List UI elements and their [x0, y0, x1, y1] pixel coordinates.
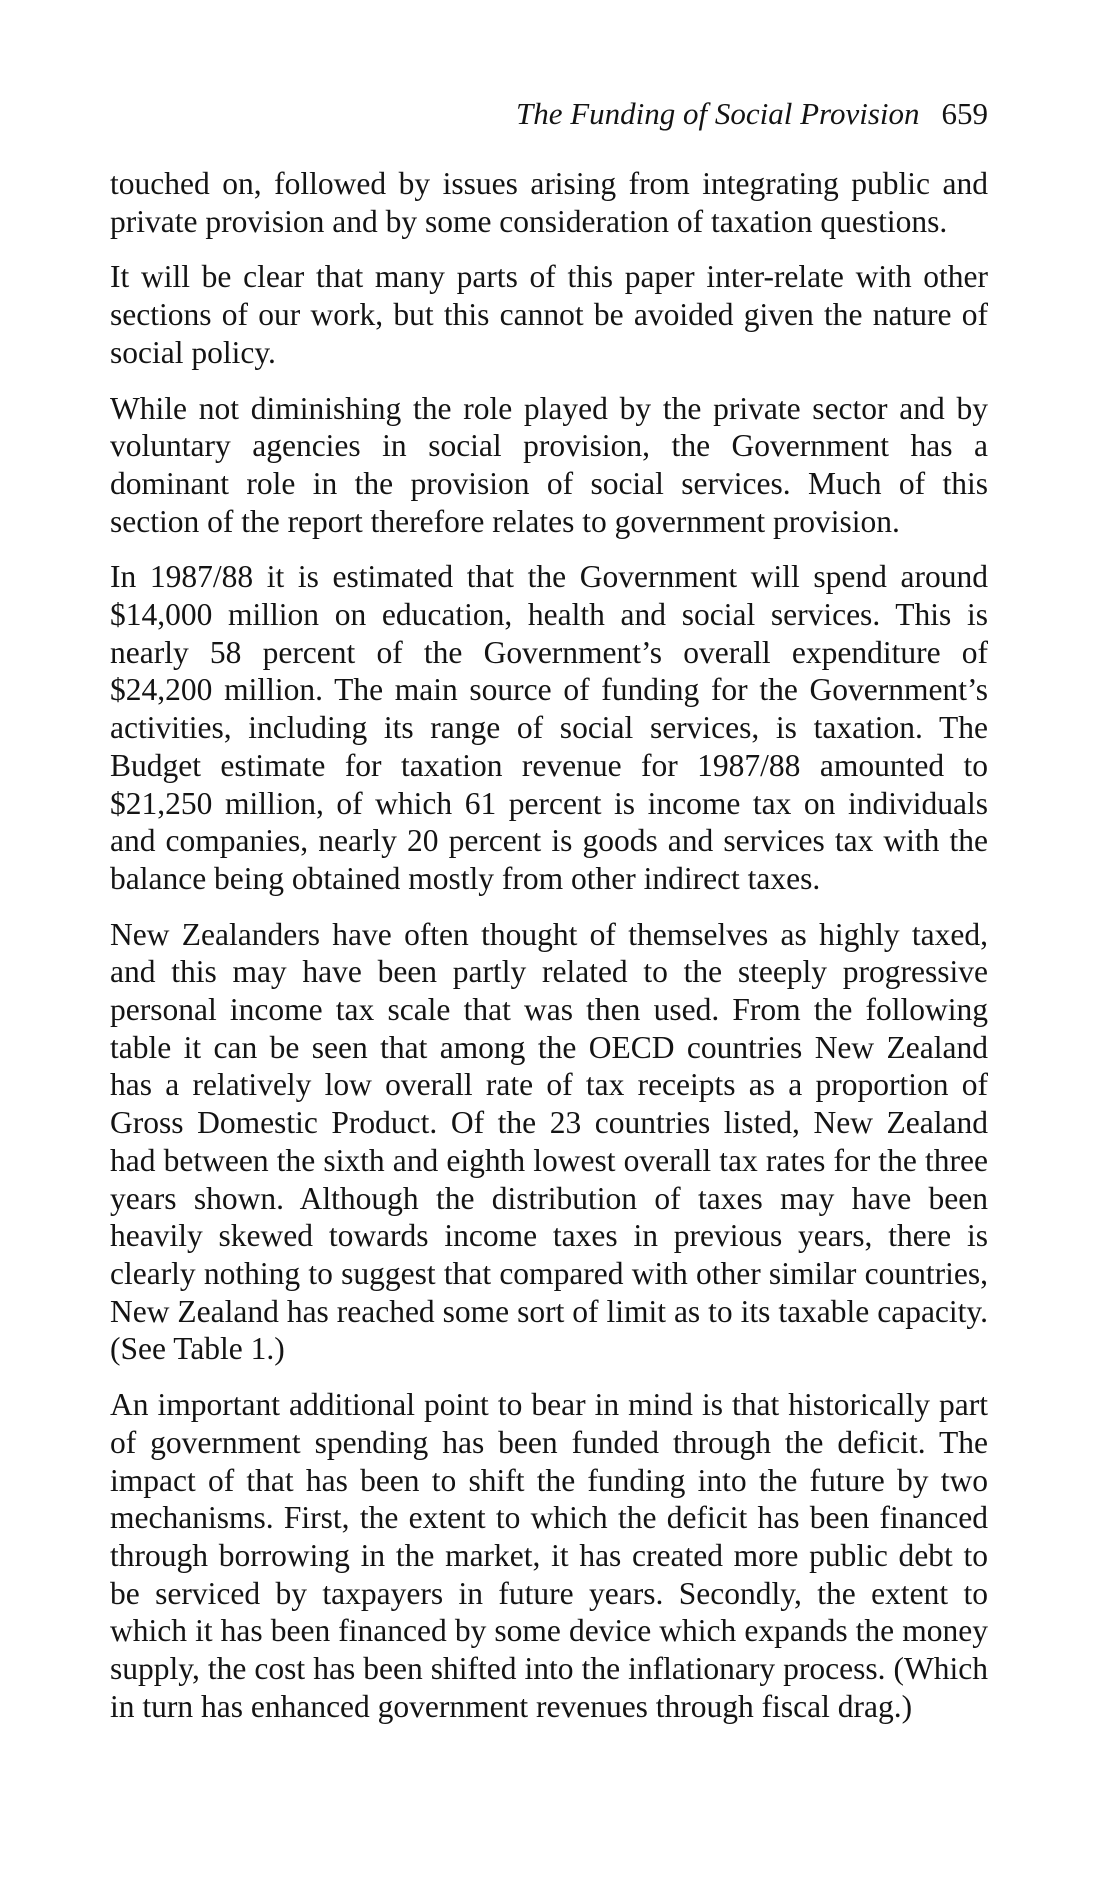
- paragraph-6: An important additional point to bear in mind is that historically part of government spending has been funded through the deficit. The impact of that has been to shift the funding into the future by two mechanisms. First, the extent to which the deficit has been financed through borrowing in the market, it has created more public debt to be serviced by taxpayers in future years. Secondly, the extent to which it has been financed by some device which expands the money supply, the cost has been shifted into the inflationary process. (Which in turn has enhanced government revenues through fiscal drag.): [110, 1387, 988, 1724]
- paragraph-1: touched on, followed by issues arising from integrating public and private provision and by some consideration of taxation questions.: [110, 166, 988, 239]
- body-text: [110, 165, 988, 1725]
- paragraph-2: It will be clear that many parts of this paper inter-relate with other sections of our work, but this cannot be avoided given the nature of social policy.: [110, 259, 988, 370]
- page-number: 659: [941, 96, 988, 131]
- running-header: [110, 94, 988, 134]
- paragraph-5: New Zealanders have often thought of themselves as highly taxed, and this may have been partly related to the steeply progressive personal income tax scale that was then used. From the following table it can be seen that among the OECD countries New Zealand has a relatively low overall rate of tax receipts as a proportion of Gross Domestic Product. Of the 23 countries listed, New Zealand had between the sixth and eighth lowest overall tax rates for the three years shown. Although the distribution of taxes may have been heavily skewed towards income taxes in previous years, there is clearly nothing to suggest that compared with other similar countries, New Zealand has reached some sort of limit as to its taxable capacity. (See Table 1.): [110, 916, 988, 1367]
- running-title: The Funding of Social Provision: [515, 96, 920, 131]
- paragraph-3: While not diminishing the role played by the private sector and by voluntary agencies in social provision, the Government has a dominant role in the provision of social services. Much of this section of the report therefore relates to government provision.: [110, 390, 988, 539]
- paragraph-4: In 1987/88 it is estimated that the Government will spend around $14,000 million on education, health and social services. This is nearly 58 percent of the Government’s overall expenditure of $24,200 million. The main source of funding for the Government’s activities, including its range of social services, is taxation. The Budget estimate for taxation revenue for 1987/88 amounted to $21,250 million, of which 61 percent is income tax on individuals and companies, nearly 20 percent is goods and services tax with the balance being obtained mostly from other indirect taxes.: [110, 559, 988, 896]
